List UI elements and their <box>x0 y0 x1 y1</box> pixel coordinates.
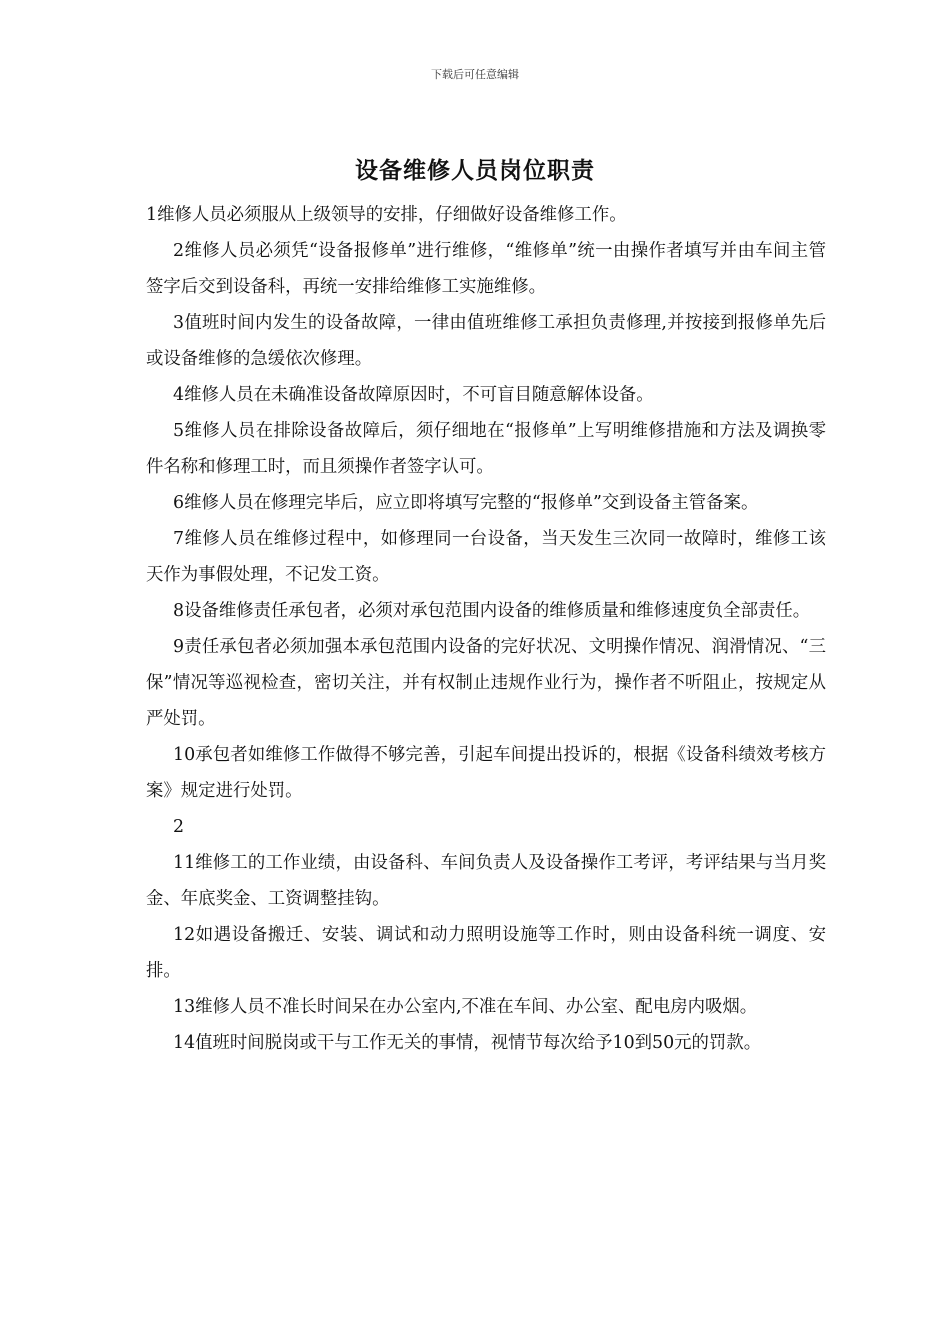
paragraph-9: 9责任承包者必须加强本承包范围内设备的完好状况、文明操作情况、润滑情况、“三保”情况等巡视检查，密切关注，并有权制止违规作业行为，操作者不听阻止，按规定从严处罚。 <box>146 637 826 729</box>
header-note: 下载后可任意编辑 <box>431 68 519 81</box>
paragraph-13: 13维修人员不准长时间呆在办公室内,不准在车间、办公室、配电房内吸烟。 <box>173 997 758 1017</box>
paragraph-12: 12如遇设备搬迁、安装、调试和动力照明设施等工作时，则由设备科统一调度、安排。 <box>146 925 826 981</box>
paragraph-7: 7维修人员在维修过程中，如修理同一台设备，当天发生三次同一故障时，维修工该天作为事假处理，不记发工资。 <box>146 529 826 585</box>
document-title: 设备维修人员岗位职责 <box>355 157 595 184</box>
paragraph-10: 10承包者如维修工作做得不够完善，引起车间提出投诉的，根据《设备科绩效考核方案》规定进行处罚。 <box>146 745 826 801</box>
paragraph-8: 8设备维修责任承包者，必须对承包范围内设备的维修质量和维修速度负全部责任。 <box>173 601 811 621</box>
paragraph-1: 1维修人员必须服从上级领导的安排，仔细做好设备维修工作。 <box>146 205 627 225</box>
paragraph-3: 3值班时间内发生的设备故障，一律由值班维修工承担负责修理,并按接到报修单先后或设备维修的急缓依次修理。 <box>146 313 826 369</box>
paragraph-4: 4维修人员在未确准设备故障原因时，不可盲目随意解体设备。 <box>173 385 654 405</box>
paragraph-2: 2维修人员必须凭“设备报修单”进行维修，“维修单”统一由操作者填写并由车间主管签字后交到设备科，再统一安排给维修工实施维修。 <box>146 241 826 297</box>
paragraph-6: 6维修人员在修理完毕后，应立即将填写完整的“报修单”交到设备主管备案。 <box>173 493 759 513</box>
paragraph-11: 11维修工的工作业绩，由设备科、车间负责人及设备操作工考评，考评结果与当月奖金、年底奖金、工资调整挂钩。 <box>146 853 826 909</box>
paragraph-5: 5维修人员在排除设备故障后，须仔细地在“报修单”上写明维修措施和方法及调换零件名称和修理工时，而且须操作者签字认可。 <box>146 421 826 477</box>
document-body <box>146 197 826 1061</box>
page-number: 2 <box>173 817 185 837</box>
paragraph-14: 14值班时间脱岗或干与工作无关的事情，视情节每次给予10到50元的罚款。 <box>173 1033 762 1053</box>
